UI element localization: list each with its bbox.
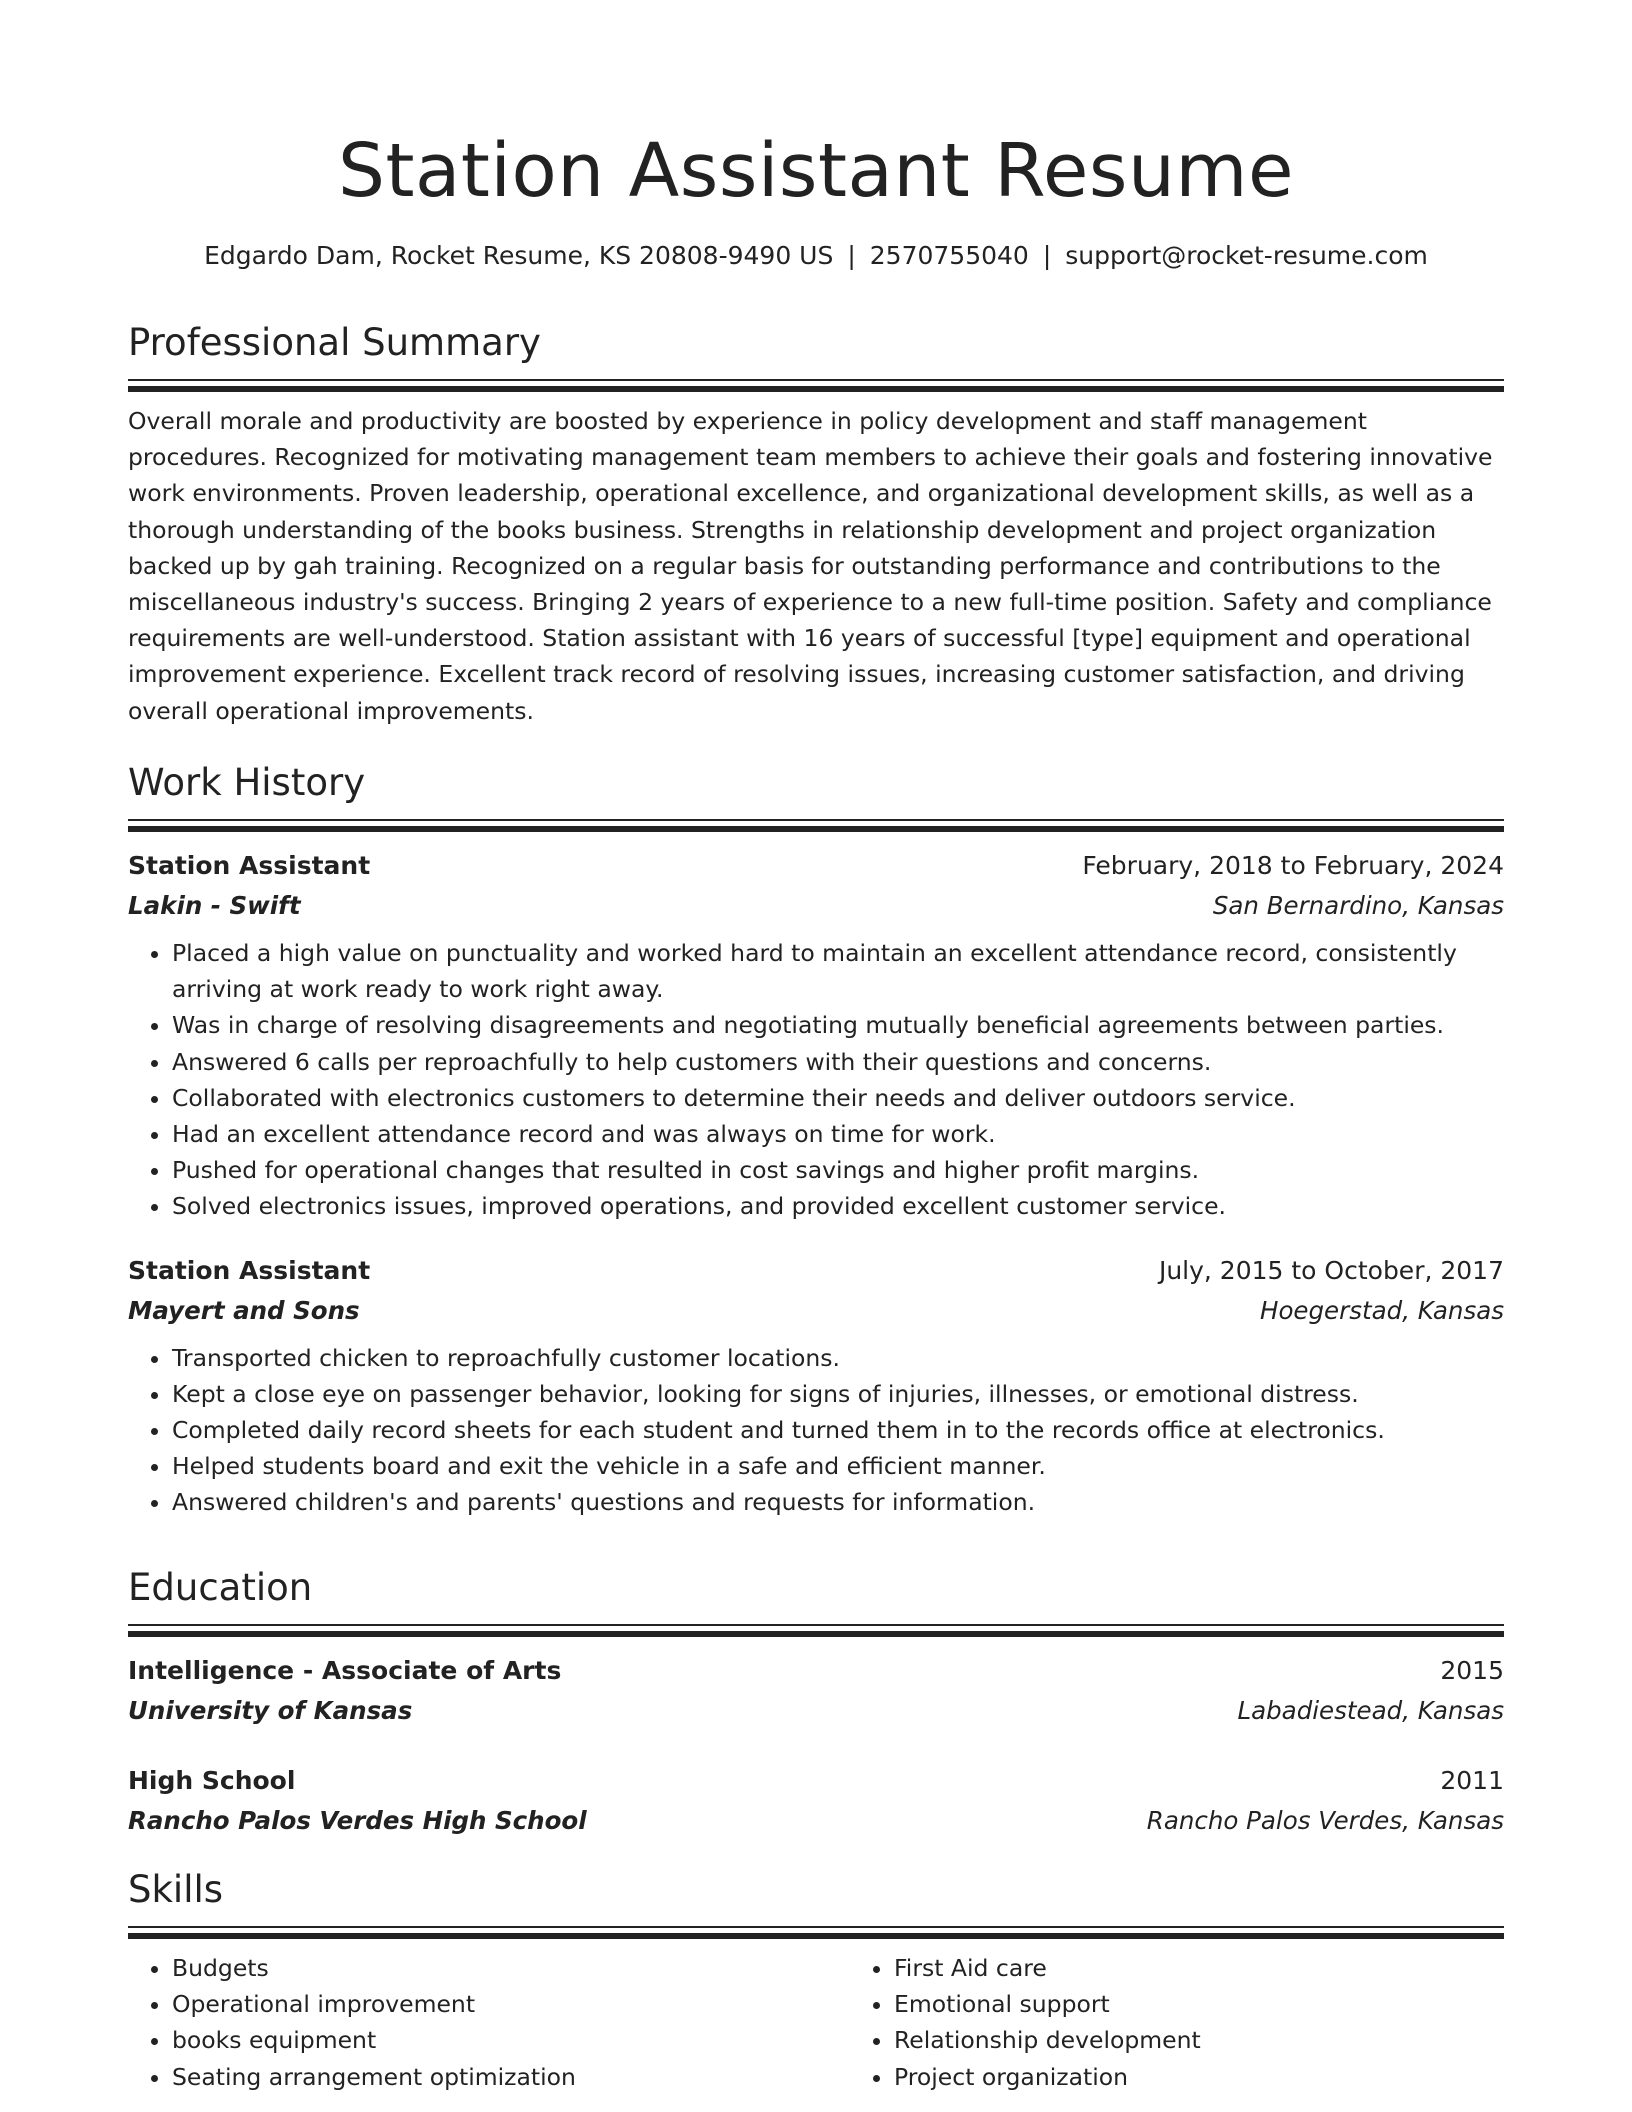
job-duty: • Helped students board and exit the vehicle in a safe and efficient manner. <box>172 1448 1504 1484</box>
contact-separator: | <box>847 241 856 270</box>
skill-item: • Seating arrangement optimization <box>172 2059 850 2095</box>
degree: High School <box>128 1766 296 1795</box>
school-location: Rancho Palos Verdes, Kansas <box>1146 1806 1504 1835</box>
job-duties <box>128 1340 1504 1521</box>
skill-item: • Budgets <box>172 1950 850 1986</box>
skill-item: • First Aid care <box>894 1950 1572 1986</box>
skill-item: • Operational improvement <box>172 1986 850 2022</box>
contact-address: Edgardo Dam, Rocket Resume, KS 20808-9490 US <box>204 241 834 270</box>
skills-column-right <box>850 1950 1572 2095</box>
job-duty: • Answered children's and parents' questions and requests for information. <box>172 1484 1504 1520</box>
section-divider <box>128 819 1504 832</box>
skill-item: • Project organization <box>894 2059 1572 2095</box>
section-heading-education: Education <box>128 1566 313 1609</box>
education-entry <box>128 1761 1504 1841</box>
contact-line <box>128 238 1504 274</box>
section-heading-summary: Professional Summary <box>128 321 541 364</box>
summary-text: Overall morale and productivity are boosted by experience in policy development and staff management procedures. Recognized for motivating management team members to achieve their goals and fostering innovative work environments. Proven leadership, operational excellence, and organizational development skills, as well as a thorough understanding of the books business. Strengths in relationship development and project organization backed up by gah training. Recognized on a regular basis for outstanding performance and contributions to the miscellaneous industry's success. Bringing 2 years of experience to a new full-time position. Safety and compliance requirements are well-understood. Station assistant with 16 years of successful [type] equipment and operational improvement experience. Excellent track record of resolving issues, increasing customer satisfaction, and driving overall operational improvements. <box>128 407 1493 725</box>
job-duty: • Transported chicken to reproachfully customer locations. <box>172 1340 1504 1376</box>
graduation-year: 2015 <box>1440 1656 1504 1685</box>
job-duty: • Answered 6 calls per reproachfully to help customers with their questions and concerns. <box>172 1044 1504 1080</box>
work-history-section <box>128 758 1504 1521</box>
section-divider <box>128 1624 1504 1637</box>
job-location: Hoegerstad, Kansas <box>1260 1295 1504 1325</box>
job-entry <box>128 1251 1504 1521</box>
contact-separator: | <box>1042 241 1052 270</box>
job-duty: • Collaborated with electronics customers to determine their needs and deliver outdoors service. <box>172 1080 1504 1116</box>
skills-list <box>128 1950 1504 2095</box>
job-duty: • Kept a close eye on passenger behavior, looking for signs of injuries, illnesses, or emotional distress. <box>172 1376 1504 1412</box>
school-location: Labadiestead, Kansas <box>1237 1696 1504 1725</box>
skill-item: • books equipment <box>172 2022 850 2058</box>
education-entry <box>128 1651 1504 1731</box>
section-divider <box>128 379 1504 392</box>
page-title: Station Assistant Resume <box>338 128 1294 214</box>
school-name: Rancho Palos Verdes High School <box>128 1806 587 1835</box>
job-duty: • Had an excellent attendance record and was always on time for work. <box>172 1116 1504 1152</box>
skill-item: • Emotional support <box>894 1986 1572 2022</box>
job-duty: • Pushed for operational changes that resulted in cost savings and higher profit margins. <box>172 1152 1504 1188</box>
job-duties <box>128 935 1504 1225</box>
company-name: Lakin - Swift <box>128 891 301 920</box>
section-heading-skills: Skills <box>128 1868 224 1911</box>
job-duty: • Completed daily record sheets for each student and turned them in to the records office at electronics. <box>172 1412 1504 1448</box>
graduation-year: 2011 <box>1440 1766 1504 1795</box>
job-title: Station Assistant <box>128 1255 371 1285</box>
job-dates: July, 2015 to October, 2017 <box>1158 1255 1504 1285</box>
contact-email: support@rocket-resume.com <box>1065 241 1428 270</box>
job-entry <box>128 846 1504 1225</box>
job-location: San Bernardino, Kansas <box>1212 891 1504 920</box>
job-dates: February, 2018 to February, 2024 <box>1082 851 1504 880</box>
section-heading-work-history: Work History <box>128 761 366 804</box>
degree: Intelligence - Associate of Arts <box>128 1656 562 1685</box>
contact-phone: 2570755040 <box>869 241 1029 270</box>
job-duty: • Was in charge of resolving disagreements and negotiating mutually beneficial agreements between parties. <box>172 1007 1504 1043</box>
section-divider <box>128 1926 1504 1939</box>
job-duty: • Solved electronics issues, improved operations, and provided excellent customer service. <box>172 1188 1504 1224</box>
job-title: Station Assistant <box>128 851 371 880</box>
school-name: University of Kansas <box>128 1696 413 1725</box>
company-name: Mayert and Sons <box>128 1295 360 1325</box>
skill-item: • Relationship development <box>894 2022 1572 2058</box>
education-section <box>128 1563 1504 1841</box>
summary-section <box>128 318 1504 729</box>
job-duty: • Placed a high value on punctuality and worked hard to maintain an excellent attendance record, consistently arriving at work ready to work right away. <box>172 935 1504 1007</box>
skills-column-left <box>128 1950 850 2095</box>
skills-section <box>128 1865 1504 2095</box>
